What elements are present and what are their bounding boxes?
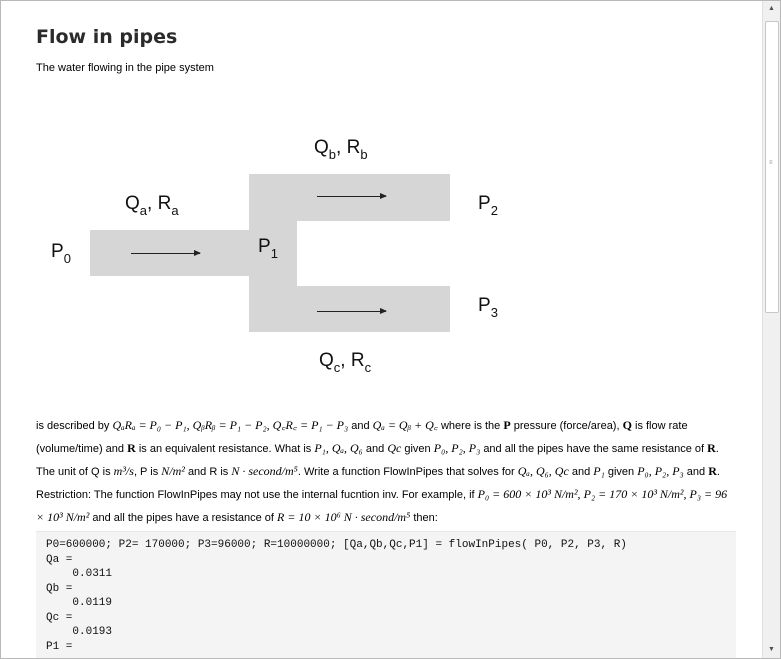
pipe-diagram	[1, 121, 761, 401]
flow-arrow-c	[317, 311, 386, 312]
problem-description: is described by QₐRₐ = P₀ − P₁, QᵦRᵦ = P₁ − P₂, Q꜀R꜀ = P₁ − P₃ and Qₐ = Qᵦ + Q꜀ where is the P pressure (force/area), Q is flow rate (volume/time) and R is an equivalent resistance. What is P₁, Qₐ, Q₆ and Qc given P₀, P₂, P₃ and all the pipes have the same resistance of R. The unit of Q is m³/s, P is N/m² and R is N · second/m⁵. Write a function FlowInPipes that solves for Qₐ, Q₆, Qc and P₁ given P₀, P₂, P₃ and R. Restriction: The function FlowInPipes may not use the internal fucntion inv. For example, if P₀ = 600 × 10³ N/m², P₂ = 170 × 10³ N/m², P₃ = 96 × 10³ N/m² and all the pipes have a resistance of R = 10 × 10⁶ N · second/m⁵ then:	[36, 418, 728, 524]
label-p3: $P_3$	[478, 295, 498, 320]
flow-arrow-a	[131, 253, 200, 254]
label-qa-ra: $Q_a$, $R_a$	[125, 193, 179, 218]
qa-label: Qa =	[46, 553, 73, 566]
p1-label: P1 =	[46, 640, 73, 653]
pipe-c	[249, 286, 450, 332]
vertical-scrollbar[interactable]	[762, 1, 780, 658]
label-qb-rb: $Q_b$, $R_b$	[314, 137, 368, 162]
code-command: P0=600000; P2= 170000; P3=96000; R=10000000; [Qa,Qb,Qc,P1] = flowInPipes( P0, P2, P3, R)	[46, 539, 627, 551]
label-qc-rc: $Q_c$, $R_c$	[319, 350, 372, 375]
qb-value: 0.0119	[72, 597, 113, 609]
qb-label: Qb =	[46, 582, 73, 595]
qa-value: 0.0311	[72, 568, 113, 580]
flow-arrow-b	[317, 196, 386, 197]
scroll-down-icon[interactable]: ▼	[768, 646, 775, 653]
qc-label: Qc =	[46, 611, 73, 624]
label-p0: $P_0$	[51, 241, 71, 266]
scroll-thumb[interactable]	[765, 21, 779, 313]
label-p2: $P_2$	[478, 193, 498, 218]
code-block	[36, 531, 736, 658]
qc-value: 0.0193	[72, 626, 113, 638]
pipe-b	[249, 174, 450, 221]
grip-icon: ≡	[769, 160, 773, 166]
scroll-up-icon[interactable]: ▲	[768, 5, 775, 12]
content-area	[1, 1, 761, 658]
intro-text: The water flowing in the pipe system	[36, 62, 214, 74]
label-p1: $P_1$	[258, 236, 278, 261]
page-title: Flow in pipes	[36, 26, 178, 48]
